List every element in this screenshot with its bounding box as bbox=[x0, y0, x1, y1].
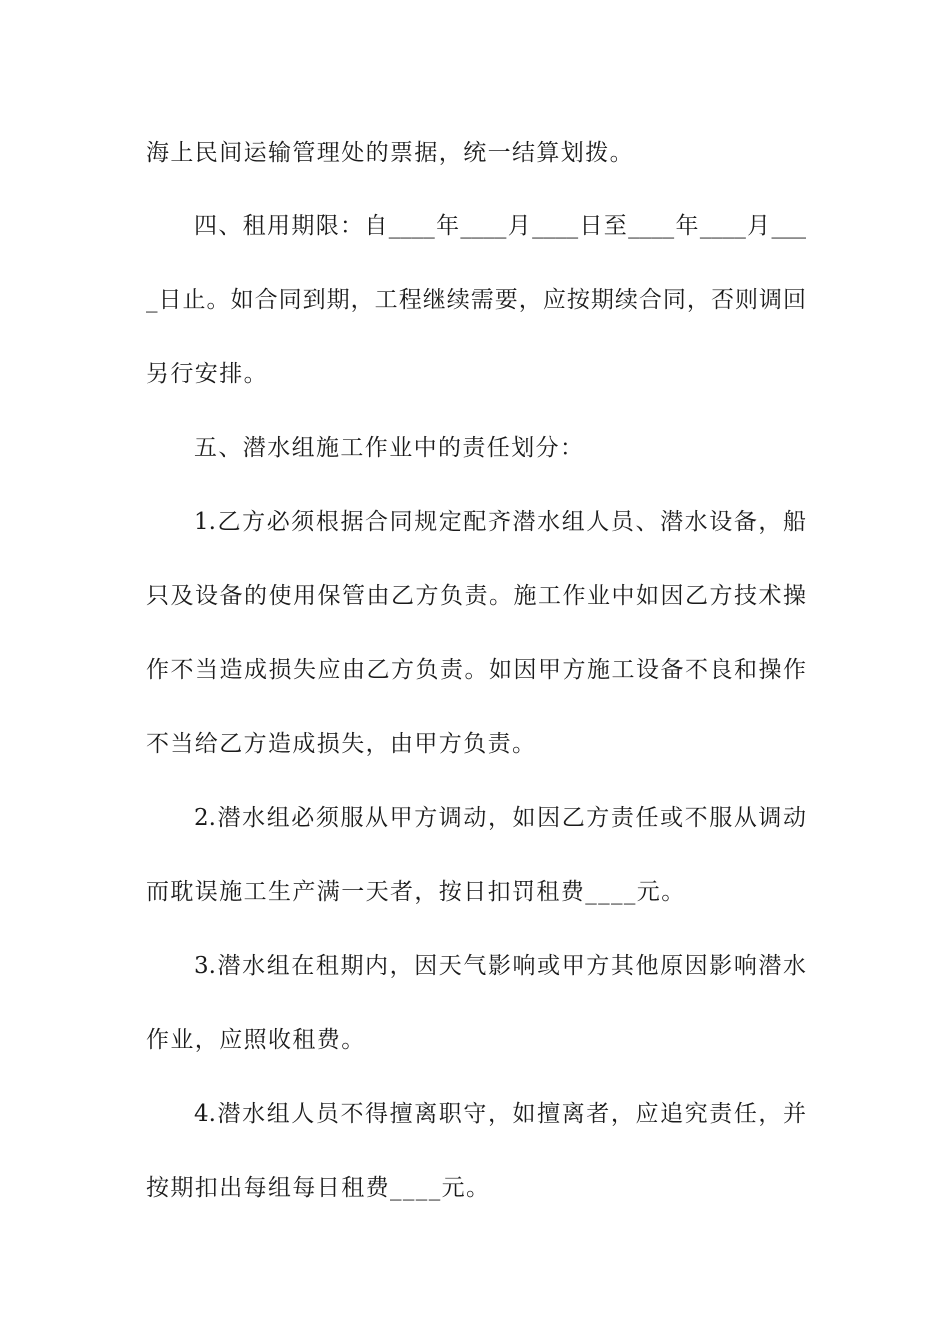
clause-3-line: 3.潜水组在租期内，因天气影响或甲方其他原因影响潜水 bbox=[194, 953, 806, 979]
clause-1-line: 不当给乙方造成损失，由甲方负责。 bbox=[146, 731, 537, 757]
paragraph-line: 海上民间运输管理处的票据，统一结算划拨。 bbox=[146, 140, 634, 166]
clause-1-line: 1.乙方必须根据合同规定配齐潜水组人员、潜水设备，船 bbox=[194, 509, 806, 535]
clause-2-line: 而耽误施工生产满一天者，按日扣罚租费____元。 bbox=[146, 879, 686, 905]
paragraph-line: 另行安排。 bbox=[146, 361, 268, 387]
paragraph-line: _日止。如合同到期，工程继续需要，应按期续合同，否则调回 bbox=[146, 287, 806, 313]
clause-1-line: 只及设备的使用保管由乙方负责。施工作业中如因乙方技术操 bbox=[146, 583, 806, 609]
clause-1-line: 作不当造成损失应由乙方负责。如因甲方施工设备不良和操作 bbox=[146, 657, 806, 683]
section-four-heading-line: 四、租用期限：自____年____月____日至____年____月___ bbox=[194, 213, 806, 239]
clause-3-line: 作业，应照收租费。 bbox=[146, 1027, 366, 1053]
section-five-heading: 五、潜水组施工作业中的责任划分： bbox=[194, 435, 585, 461]
clause-4-line: 4.潜水组人员不得擅离职守，如擅离者，应追究责任，并 bbox=[194, 1101, 806, 1127]
clause-2-line: 2.潜水组必须服从甲方调动，如因乙方责任或不服从调动 bbox=[194, 805, 806, 831]
clause-4-line: 按期扣出每组每日租费____元。 bbox=[146, 1175, 491, 1201]
